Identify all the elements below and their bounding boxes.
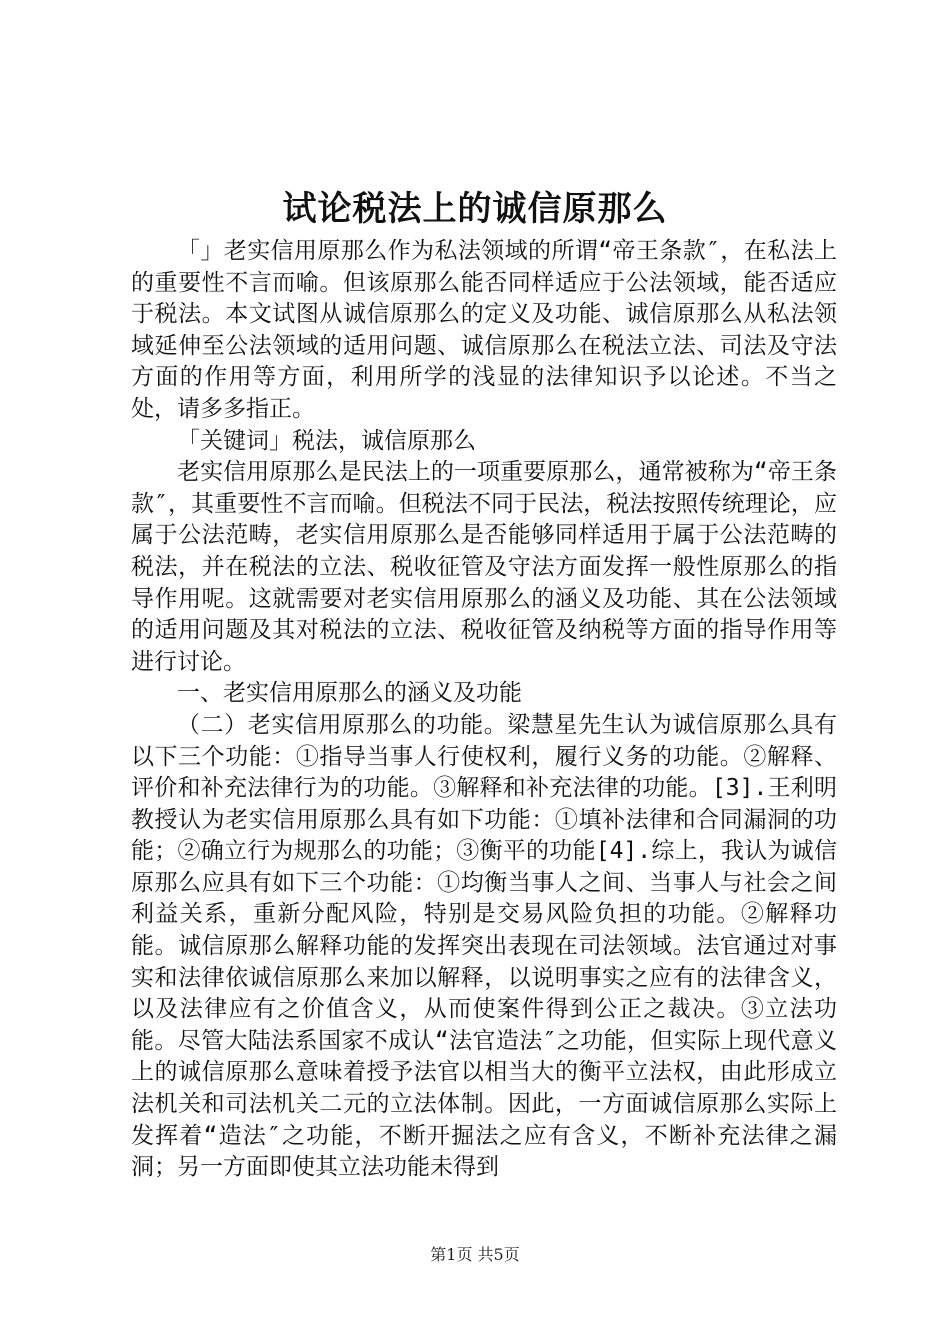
document-body [131, 236, 837, 1184]
keywords-paragraph: 「关键词」税法，诚信原那么 [177, 427, 476, 454]
intro-paragraph: 老实信用原那么是民法上的一项重要原那么，通常被称为“帝王条款″，其重要性不言而喻。但税法不同于民法，税法按照传统理论，应属于公法范畴，老实信用原那么是否能够同样适用于属于公法范畴的税法，并在税法的立法、税收征管及守法方面发挥一般性原那么的指导作用呢。这就需要对老实信用原那么的涵义及功能、其在公法领域的适用问题及其对税法的立法、税收征管及纳税等方面的指导作用等进行讨论。 [131, 459, 837, 675]
page-footer: 第1页 共5页 [430, 1245, 520, 1264]
abstract-paragraph: 「」老实信用原那么作为私法领域的所谓“帝王条款″，在私法上的重要性不言而喻。但该原那么能否同样适应于公法领域，能否适应于税法。本文试图从诚信原那么的定义及功能、诚信原那么从私法领域延伸至公法领域的适用问题、诚信原那么在税法立法、司法及守法方面的作用等方面，利用所学的浅显的法律知识予以论述。不当之处，请多多指正。 [131, 238, 837, 422]
section-heading: 一、老实信用原那么的涵义及功能 [177, 680, 522, 707]
body-paragraph: （二）老实信用原那么的功能。梁慧星先生认为诚信原那么具有以下三个功能：①指导当事人行使权利，履行义务的功能。②解释、评价和补充法律行为的功能。③解释和补充法律的功能。[3].王利明教授认为老实信用原那么具有如下功能：①填补法律和合同漏洞的功能；②确立行为规那么的功能；③衡平的功能[4].综上，我认为诚信原那么应具有如下三个功能：①均衡当事人之间、当事人与社会之间利益关系，重新分配风险，特别是交易风险负担的功能。②解释功能。诚信原那么解释功能的发挥突出表现在司法领域。法官通过对事实和法律依诚信原那么来加以解释，以说明事实之应有的法律含义，以及法律应有之价值含义，从而使案件得到公正之裁决。③立法功能。尽管大陆法系国家不成认“法官造法″之功能，但实际上现代意义上的诚信原那么意味着授予法官以相当大的衡平立法权，由此形成立法机关和司法机关二元的立法体制。因此，一方面诚信原那么实际上发挥着“造法″之功能，不断开掘法之应有含义，不断补充法律之漏洞；另一方面即使其立法功能未得到 [131, 711, 837, 1181]
document-title: 试论税法上的诚信原那么 [282, 189, 668, 229]
